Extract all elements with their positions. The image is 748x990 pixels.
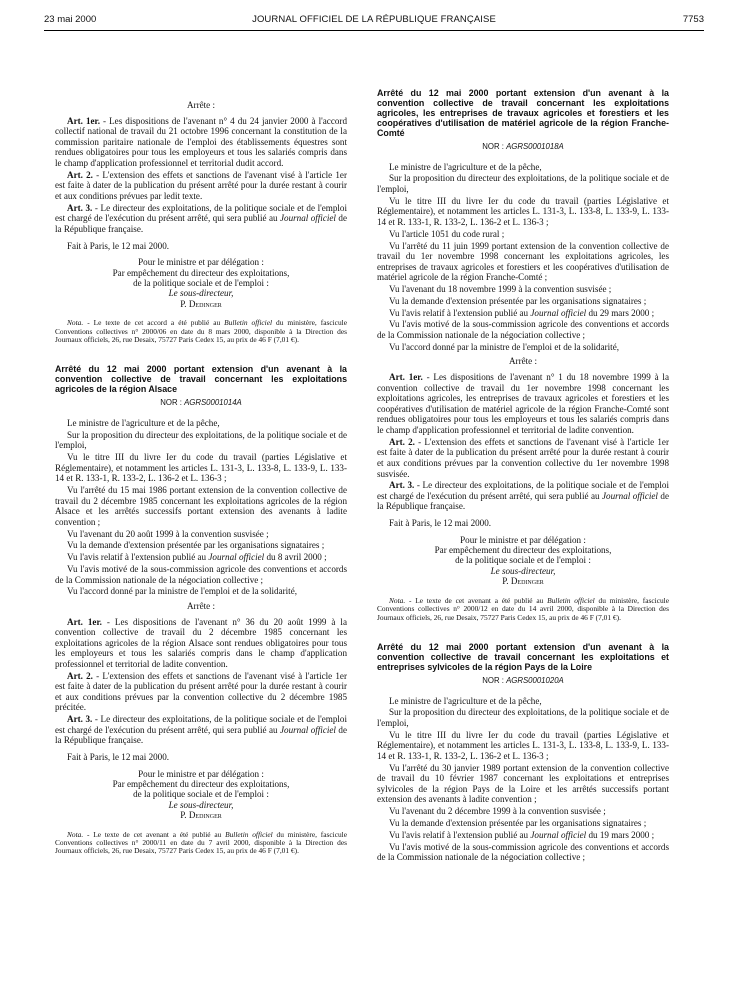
nor-code: AGRS0001014A	[184, 398, 242, 408]
article-label: Art. 2.	[389, 436, 415, 447]
signature-line: Le sous-directeur,	[490, 565, 556, 576]
paragraph: Vu l'avis motivé de la sous-commission agricole des conventions et accords de la Commission nationale de la négociation collective ;	[55, 563, 347, 585]
article-1	[377, 372, 669, 436]
nota-text: - Le texte de cet avenant a été publié au	[83, 829, 226, 839]
paragraph-text: Vu l'avis relatif à l'extension publié au	[389, 829, 531, 840]
nor-reference	[377, 676, 669, 687]
journal-title: JOURNAL OFFICIEL DE LA RÉPUBLIQUE FRANÇAISE	[252, 14, 496, 25]
paragraph: Le ministre de l'agriculture et de la pêche,	[389, 161, 542, 172]
paragraph: Sur la proposition du directeur des exploitations, de la politique sociale et de l'emploi,	[55, 429, 347, 451]
nota	[55, 319, 347, 344]
nota-label: Nota.	[67, 829, 84, 839]
journal-officiel: Journal officiel	[208, 552, 265, 563]
article-label: Art. 2.	[67, 670, 93, 681]
paragraph: Vu l'avenant du 18 novembre 1999 à la convention susvisée ;	[389, 284, 612, 295]
bulletin-officiel: Bulletin officiel	[547, 595, 595, 605]
signature-line: Par empêchement du directeur des exploitations,	[434, 545, 612, 556]
paragraph: Vu l'arrêté du 11 juin 1999 portant extension de la convention collective de travail du 1er novembre 1998 concernant les exploitations agricoles, les entreprises de travaux agricoles et forestiers et les coopératives d'utilisation de matériel agricole de la région Franche-Comté ;	[377, 240, 669, 283]
signature-line: Le sous-directeur,	[168, 799, 234, 810]
article-label: Art. 1er.	[67, 115, 101, 126]
article-text: - Les dispositions de l'avenant n° 1 du 18 novembre 1999 à la convention collective de travail du 1er novembre 1998 concernant les exploitations agricoles, les entreprises de travaux agricoles et forestiers et les coopératives d'utilisation de matériel agricole de la région Franche-Comté sont rendues obligatoires pour tous les employeurs et tous les salariés compris dans le champ d'application professionnel et territorial de ladite convention.	[377, 371, 669, 435]
journal-officiel: Journal officiel	[279, 724, 336, 735]
bulletin-officiel: Bulletin officiel	[225, 829, 273, 839]
signature-line: Par empêchement du directeur des exploitations,	[112, 267, 290, 278]
issue-date: 23 mai 2000	[44, 14, 97, 25]
article-label: Art. 1er.	[67, 616, 102, 627]
paragraph: Vu l'avis motivé de la sous-commission agricole des conventions et accords de la Commission nationale de la négociation collective ;	[377, 319, 669, 340]
signature-line: Pour le ministre et par délégation :	[138, 768, 264, 779]
nota-text: du ministère, fascicule Conventions collectives n° 2000/11 en date du 7 avril 2000, disponible à la Direction des Journaux officiels, 26, rue Desaix, 75727 Paris Cedex 15, au prix de 46 F (7,01 €).	[55, 829, 348, 856]
paragraph-text: du 19 mars 2000 ;	[586, 829, 655, 840]
paragraph: Vu l'accord donné par la ministre de l'emploi et de la solidarité,	[389, 341, 619, 352]
paragraph: Vu le titre III du livre Ier du code du travail (parties Législative et Réglementaire), et notamment les articles L. 131-3, L. 133-8, L. 133-9, L. 133-14 et R. 133-1, R. 133-2, L. 136-2 et L. 136-3 ;	[377, 729, 669, 761]
signatory-name: P. Dedinger	[180, 810, 222, 821]
article-1	[55, 116, 347, 169]
nor-label: NOR :	[482, 675, 507, 685]
paragraph-text: du 8 avril 2000 ;	[264, 552, 327, 563]
paragraph: Vu le titre III du livre Ier du code du travail (parties Législative et Réglementaire), et notamment les articles L. 131-3, L. 133-8, L. 133-9, L. 133-14 et R. 133-1, R. 133-2, L. 136-2 et L. 136-3 ;	[55, 452, 347, 484]
article-text: - Le directeur des exploitations, de la politique sociale et de l'emploi est chargé de l'exécution du présent arrêté, qui sera publié au	[377, 480, 669, 501]
article-text: de la République française.	[377, 490, 669, 512]
paragraph: Vu la demande d'extension présentée par les organisations signataires ;	[389, 295, 647, 306]
article-2	[55, 671, 347, 713]
signature-block	[377, 535, 669, 587]
signature-line: de la politique sociale et de l'emploi :	[455, 555, 591, 566]
article-text: de la République française.	[55, 213, 347, 234]
left-column	[55, 96, 347, 857]
fait-a-paris: Fait à Paris, le 12 mai 2000.	[389, 518, 492, 529]
signature-line: de la politique sociale et de l'emploi :	[133, 277, 269, 288]
nota-label: Nota.	[67, 318, 84, 328]
paragraph: Vu l'avenant du 20 août 1999 à la convention susvisée ;	[67, 528, 269, 539]
arrete-heading: Arrête :	[186, 600, 216, 611]
signature-line: Pour le ministre et par délégation :	[138, 257, 264, 268]
article-label: Art. 3.	[67, 202, 93, 213]
signature-block	[55, 257, 347, 309]
fait-a-paris: Fait à Paris, le 12 mai 2000.	[67, 752, 170, 763]
article-text: - L'extension des effets et sanctions de l'avenant visé à l'article 1er est faite à dater de la publication du présent arrêté pour la durée restant à courir et aux conditions prévues par la convention collective du 1er novembre 1998 susvisée.	[377, 436, 669, 479]
article-2	[55, 170, 347, 202]
nota	[55, 831, 347, 856]
article-3	[55, 203, 347, 235]
article-3	[377, 480, 669, 512]
page-number: 7753	[682, 14, 704, 25]
paragraph	[377, 830, 669, 841]
article-2	[377, 437, 669, 479]
article-text: - Le directeur des exploitations, de la politique sociale et de l'emploi est chargé de l'exécution du présent arrêté, qui sera publié au	[55, 202, 347, 224]
journal-officiel: Journal officiel	[601, 490, 658, 501]
nota-text: - Le texte de cet avenant a été publié au	[405, 595, 548, 605]
right-column	[377, 88, 669, 864]
paragraph: Vu l'avenant du 2 décembre 1999 à la convention susvisée ;	[389, 806, 606, 817]
signatory-name: P. Dedinger	[502, 576, 544, 587]
nota-text: du ministère, fascicule Conventions collectives n° 2000/12 en date du 14 avril 2000, disponible à la Direction des Journaux officiels, 26, rue Desaix, 75727 Paris Cedex 15, au prix de 46 F (7,01 €).	[377, 595, 670, 622]
paragraph: Vu l'arrêté du 30 janvier 1989 portant extension de la convention collective de travail du 10 février 1987 concernant les exploitations et entreprises sylvicoles de la région Pays de la Loire et les arrêtés successifs portant extension des avenants à ladite convention ;	[377, 762, 669, 805]
article-text: de la République française.	[55, 724, 347, 746]
arrete-heading: Arrête :	[186, 100, 216, 110]
nor-label: NOR :	[160, 398, 185, 408]
signature-line: de la politique sociale et de l'emploi :	[133, 789, 269, 800]
article-text: - Le directeur des exploitations, de la politique sociale et de l'emploi est chargé de l'exécution du présent arrêté, qui sera publié au	[55, 714, 347, 735]
signatory-name: P. Dedinger	[180, 298, 222, 309]
header-rule	[44, 30, 704, 31]
arrete-heading: Arrête :	[508, 356, 538, 367]
nor-label: NOR :	[482, 142, 507, 151]
journal-officiel: Journal officiel	[530, 307, 587, 318]
nota-text: du ministère, fascicule Conventions collectives n° 2000/06 en date du 8 mars 2000, disponible à la Direction des Journaux officiels, 26, rue Desaix, 75727 Paris Cedex 15, au prix de 46 F (7,01 €).	[55, 318, 347, 344]
signature-line: Le sous-directeur,	[168, 288, 234, 299]
decree-title: Arrêté du 12 mai 2000 portant extension d'un avenant à la convention collective de travail concernant les exploitations agricoles, les entreprises de travaux agricoles et forestiers et les coopératives d'utilisation de matériel agricole de la région Franche-Comté	[377, 88, 669, 138]
article-text: - L'extension des effets et sanctions de l'avenant visé à l'article 1er est faite à dater de la publication du présent arrêté pour la durée restant à courir et aux conditions prévues par la convention collective du 2 décembre 1985 précitée.	[55, 670, 347, 713]
paragraph: Le ministre de l'agriculture et de la pêche,	[67, 417, 220, 428]
article-label: Art. 2.	[67, 169, 93, 180]
signature-line: Pour le ministre et par délégation :	[460, 534, 586, 545]
article-3	[55, 714, 347, 746]
journal-officiel: Journal officiel	[279, 213, 336, 224]
nota-label: Nota.	[389, 595, 406, 605]
article-label: Art. 3.	[389, 480, 415, 491]
nor-code: AGRS0001020A	[506, 675, 564, 685]
paragraph: Sur la proposition du directeur des exploitations, de la politique sociale et de l'emploi,	[377, 173, 669, 194]
nor-code: AGRS0001018A	[506, 142, 564, 151]
paragraph-text: Vu l'avis relatif à l'extension publié au	[389, 307, 531, 318]
nota	[377, 597, 669, 622]
signature-block	[55, 769, 347, 821]
paragraph	[377, 308, 669, 319]
nota-text: - Le texte de cet accord a été publié au	[83, 318, 225, 328]
paragraph: Sur la proposition du directeur des exploitations, de la politique sociale et de l'emploi,	[377, 707, 669, 728]
journal-officiel: Journal officiel	[530, 829, 587, 840]
nor-reference	[55, 398, 347, 409]
article-label: Art. 1er.	[389, 371, 423, 382]
paragraph: Vu la demande d'extension présentée par les organisations signataires ;	[67, 540, 325, 551]
article-text: - Les dispositions de l'avenant n° 4 du 24 janvier 2000 à l'accord collectif national de travail du 21 octobre 1996 concernant la constitution de la commission paritaire nationale de l'emploi des établissements équestres sont rendues obligatoires pour tous les employeurs et tous les salariés compris dans le champ d'application professionnel et territorial dudit accord.	[55, 115, 347, 168]
paragraph-text: Vu l'avis relatif à l'extension publié au	[67, 552, 209, 563]
article-text: - L'extension des effets et sanctions de l'avenant visé à l'article 1er est faite à dater de la publication du présent arrêté pour la durée restant à courir et aux conditions prévues par ledit texte.	[55, 169, 347, 201]
page-header	[44, 14, 704, 28]
paragraph: Vu l'avis motivé de la sous-commission agricole des conventions et accords de la Commission nationale de la négociation collective ;	[377, 841, 669, 863]
fait-a-paris: Fait à Paris, le 12 mai 2000.	[67, 240, 170, 251]
paragraph	[55, 552, 347, 563]
paragraph: Vu la demande d'extension présentée par les organisations signataires ;	[389, 817, 647, 828]
paragraph: Vu l'article 1051 du code rural ;	[389, 228, 505, 239]
decree-title: Arrêté du 12 mai 2000 portant extension d'un avenant à la convention collective de travail concernant les exploitations et entreprises sylvicoles de la région Pays de la Loire	[377, 641, 669, 672]
bulletin-officiel: Bulletin officiel	[224, 318, 273, 328]
article-label: Art. 3.	[67, 714, 93, 725]
signature-line: Par empêchement du directeur des exploitations,	[112, 779, 290, 790]
paragraph: Le ministre de l'agriculture et de la pêche,	[389, 695, 542, 706]
paragraph: Vu l'accord donné par la ministre de l'emploi et de la solidarité,	[67, 586, 297, 597]
nor-reference	[377, 142, 669, 153]
paragraph-text: du 29 mars 2000 ;	[586, 307, 655, 318]
decree-title: Arrêté du 12 mai 2000 portant extension d'un avenant à la convention collective de travail concernant les exploitations agricoles de la région Alsace	[55, 364, 347, 395]
paragraph: Vu le titre III du livre Ier du code du travail (parties Législative et Réglementaire), et notamment les articles L. 131-3, L. 133-8, L. 133-9, L. 133-14 et R. 133-1, R. 133-2, L. 136-2 et L. 136-3 ;	[377, 195, 669, 227]
article-text: - Les dispositions de l'avenant n° 36 du 20 août 1999 à la convention collective de travail du 2 décembre 1985 concernant les exploitations agricoles de la région Alsace sont rendues obligatoires pour tous les employeurs et tous les salariés compris dans le champ d'application professionnel et territorial de ladite convention.	[55, 616, 347, 669]
article-1	[55, 617, 347, 670]
paragraph: Vu l'arrêté du 15 mai 1986 portant extension de la convention collective de travail du 2 décembre 1985 concernant les exploitations agricoles de la région Alsace et les arrêtés successifs portant extension des avenants à ladite convention ;	[55, 485, 347, 527]
